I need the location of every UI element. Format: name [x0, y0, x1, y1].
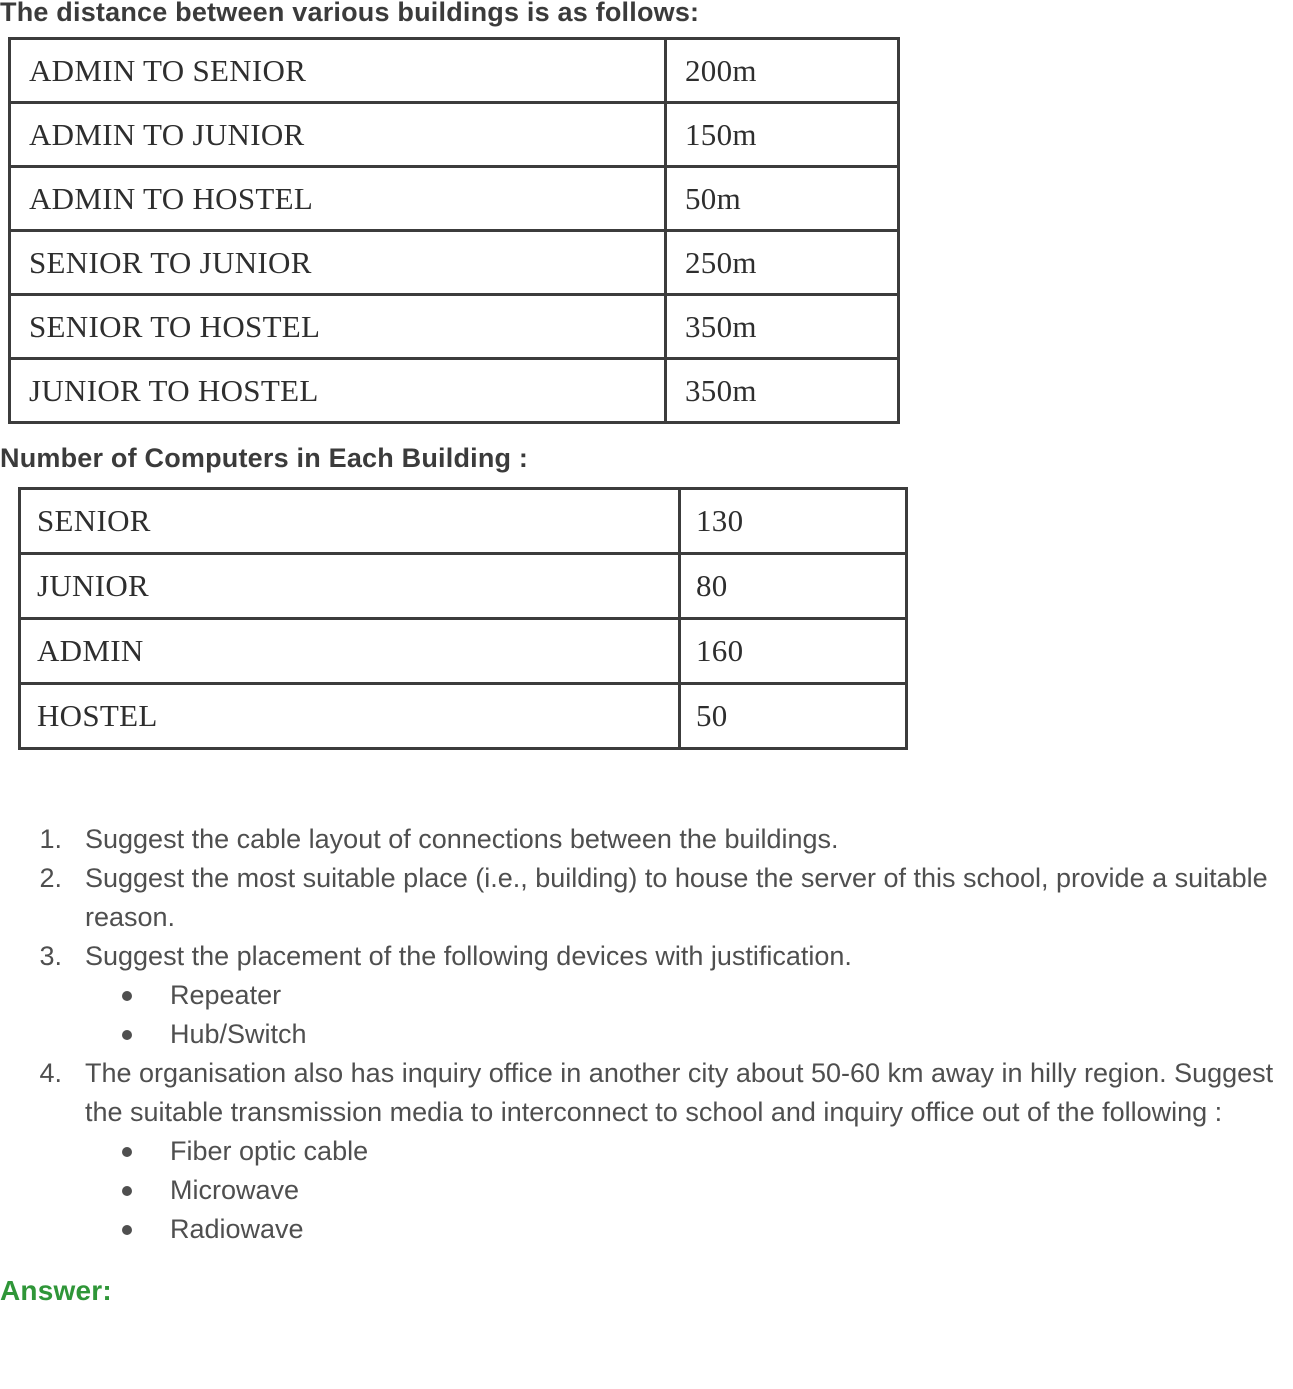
bullet-icon [122, 1186, 132, 1196]
bullet-text: Radiowave [170, 1214, 304, 1244]
question-item [0, 1054, 1293, 1249]
computers-heading: Number of Computers in Each Building : [0, 443, 529, 473]
bullet-icon [122, 1225, 132, 1235]
distance-value: 250m [666, 231, 899, 295]
question-number: 2. [39, 863, 62, 893]
question-item [0, 859, 1293, 937]
table-row [10, 39, 899, 103]
answer-label: Answer: [0, 1275, 112, 1306]
building-pair-label: ADMIN TO SENIOR [10, 39, 666, 103]
table-row [20, 619, 907, 684]
building-label: JUNIOR [20, 554, 680, 619]
question-number: 3. [39, 941, 62, 971]
bullet-item [122, 1015, 1293, 1054]
table-row [10, 231, 899, 295]
building-pair-label: SENIOR TO HOSTEL [10, 295, 666, 359]
building-pair-label: ADMIN TO HOSTEL [10, 167, 666, 231]
distance-heading: The distance between various buildings is as follows: [0, 0, 700, 27]
computer-count: 80 [680, 554, 907, 619]
building-label: HOSTEL [20, 684, 680, 749]
distance-value: 50m [666, 167, 899, 231]
table-row [10, 295, 899, 359]
question-text: Suggest the cable layout of connections between the buildings. [85, 824, 839, 854]
distance-value: 150m [666, 103, 899, 167]
table-row [20, 554, 907, 619]
computer-count: 50 [680, 684, 907, 749]
building-label: ADMIN [20, 619, 680, 684]
table-row [20, 684, 907, 749]
table-row [10, 167, 899, 231]
bullet-text: Fiber optic cable [170, 1136, 369, 1166]
question-text: Suggest the placement of the following devices with justification. [85, 941, 852, 971]
building-pair-label: SENIOR TO JUNIOR [10, 231, 666, 295]
computer-count: 130 [680, 489, 907, 554]
question-number: 1. [39, 824, 62, 854]
distance-value: 200m [666, 39, 899, 103]
distance-table [8, 37, 900, 424]
bullet-text: Hub/Switch [170, 1019, 307, 1049]
bullet-item [122, 976, 1293, 1015]
bullet-text: Repeater [170, 980, 282, 1010]
table-row [20, 489, 907, 554]
computer-count: 160 [680, 619, 907, 684]
bullet-icon [122, 1030, 132, 1040]
question-item [0, 937, 1293, 1054]
question-item [0, 820, 1293, 859]
table-row [10, 103, 899, 167]
table-row [10, 359, 899, 423]
bullet-icon [122, 991, 132, 1001]
computers-table [18, 487, 908, 750]
building-pair-label: ADMIN TO JUNIOR [10, 103, 666, 167]
question-number: 4. [39, 1058, 62, 1088]
building-pair-label: JUNIOR TO HOSTEL [10, 359, 666, 423]
question-text: The organisation also has inquiry office in another city about 50-60 km away in hilly region. Suggest the suitable transmission media to interconnect to school and inquiry office out of the following : [85, 1058, 1274, 1127]
bullet-item [122, 1171, 1293, 1210]
question-text: Suggest the most suitable place (i.e., building) to house the server of this school, provide a suitable reason. [85, 863, 1268, 932]
bullet-item [122, 1132, 1293, 1171]
building-label: SENIOR [20, 489, 680, 554]
questions-list [0, 820, 1293, 1249]
bullet-icon [122, 1147, 132, 1157]
bullet-item [122, 1210, 1293, 1249]
bullet-text: Microwave [170, 1175, 300, 1205]
distance-value: 350m [666, 295, 899, 359]
distance-value: 350m [666, 359, 899, 423]
